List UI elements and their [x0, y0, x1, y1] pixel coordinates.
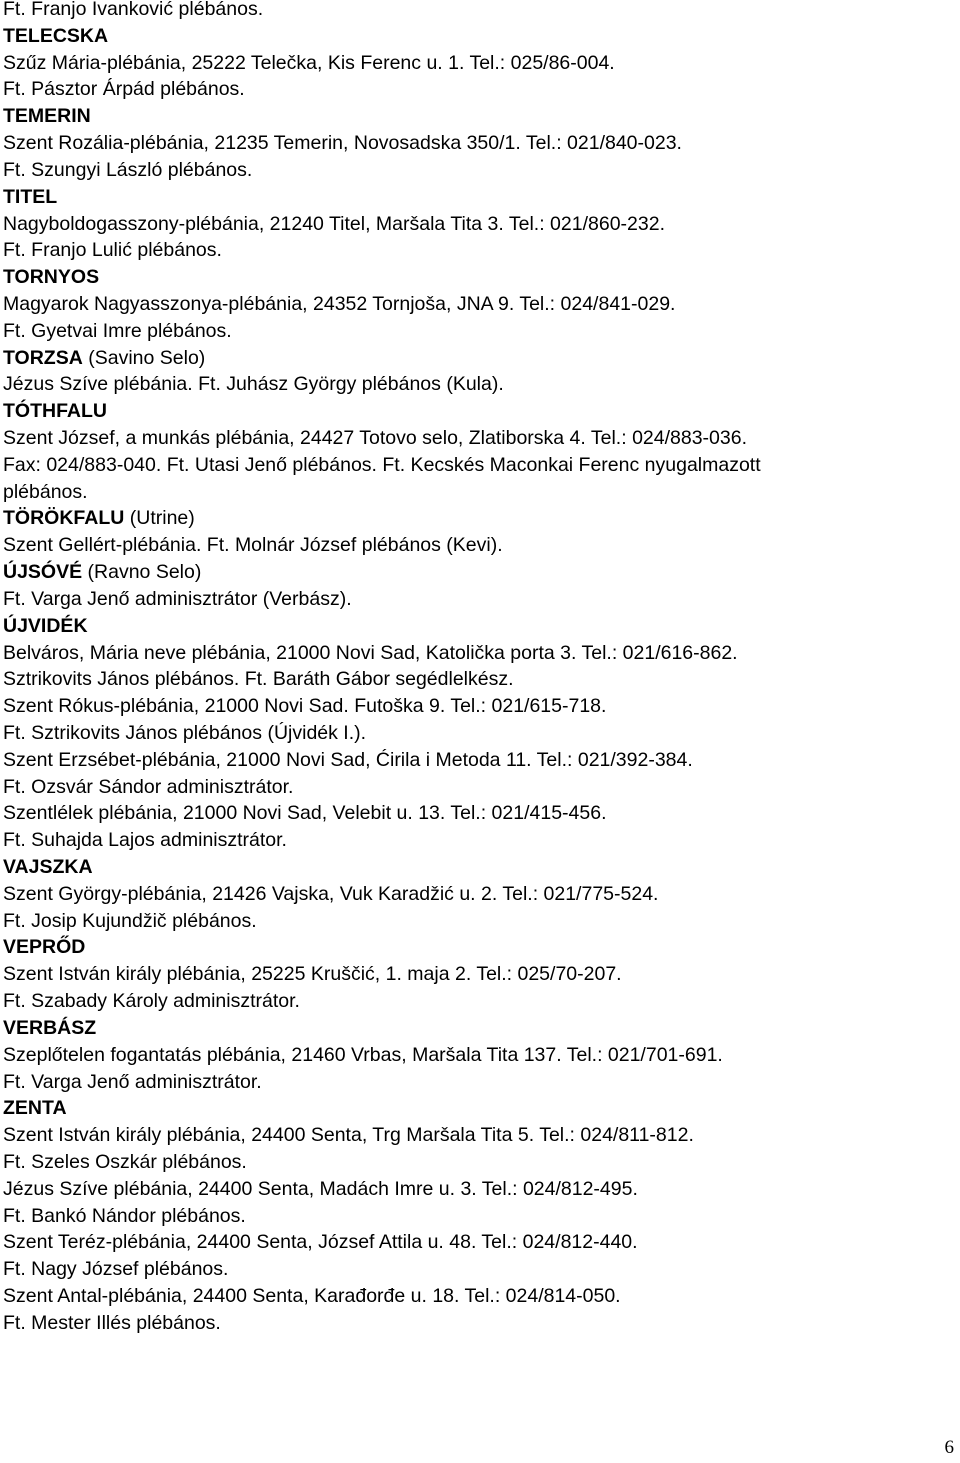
place-heading: [3, 184, 953, 211]
text-line: Ft. Josip Kujundžič plébános.: [3, 909, 257, 932]
text-line: Szeplőtelen fogantatás plébánia, 21460 Vrbas, Maršala Tita 137. Tel.: 021/701-691.: [3, 1043, 723, 1066]
place-heading: [3, 1015, 953, 1042]
place-name: VERBÁSZ: [3, 1016, 97, 1039]
text-line: Szent József, a munkás plébánia, 24427 Totovo selo, Zlatiborska 4. Tel.: 024/883-036.: [3, 427, 747, 449]
text-line: Ft. Szabady Károly adminisztrátor.: [3, 990, 300, 1013]
text-line: Szent Gellért-plébánia. Ft. Molnár József plébános (Kevi).: [3, 534, 503, 557]
place-name: VAJSZKA: [3, 856, 93, 878]
text-line: Szent Antal-plébánia, 24400 Senta, Karađorđe u. 18. Tel.: 024/814-050.: [3, 1285, 621, 1307]
text-line: Ft. Szeles Oszkár plébános.: [3, 1150, 247, 1173]
place-name: TORZSA: [3, 346, 83, 369]
text-line: Ft. Varga Jenő adminisztrátor (Verbász).: [3, 587, 352, 610]
page-number: 6: [944, 1437, 954, 1458]
text-line: plébános.: [3, 480, 88, 503]
text-line: Ft. Gyetvai Imre plébános.: [3, 319, 232, 342]
text-line: Szent Erzsébet-plébánia, 21000 Novi Sad, Ćirila i Metoda 11. Tel.: 021/392-384.: [3, 748, 693, 771]
text-line: Jézus Szíve plébánia, 24400 Senta, Madách Imre u. 3. Tel.: 024/812-495.: [3, 1177, 638, 1200]
text-line: Szent István király plébánia, 24400 Senta, Trg Maršala Tita 5. Tel.: 024/811-812.: [3, 1124, 694, 1147]
text-line: Belváros, Mária neve plébánia, 21000 Novi Sad, Katolička porta 3. Tel.: 021/616-862.: [3, 641, 738, 664]
text-line: Magyarok Nagyasszonya-plébánia, 24352 Tornjoša, JNA 9. Tel.: 024/841-029.: [3, 292, 676, 315]
text-line: Fax: 024/883-040. Ft. Utasi Jenő plébános. Ft. Kecskés Maconkai Ferenc nyugalmazott: [3, 453, 761, 476]
text-line: Ft. Sztrikovits János plébános (Újvidék I.).: [3, 721, 367, 744]
text-line: Ft. Suhajda Lajos adminisztrátor.: [3, 829, 287, 852]
text-line: Sztrikovits János plébános. Ft. Baráth Gábor segédlelkész.: [3, 668, 514, 691]
text-line: Szent György-plébánia, 21426 Vajska, Vuk Karadžić u. 2. Tel.: 021/775-524.: [3, 882, 659, 905]
place-heading: [3, 559, 953, 586]
place-heading: [3, 103, 953, 130]
place-name: TELECSKA: [3, 24, 109, 47]
place-name: ÚJSÓVÉ: [3, 561, 83, 584]
text-line: Jézus Szíve plébánia. Ft. Juhász György plébános (Kula).: [3, 373, 504, 396]
document-body: [3, 0, 953, 1337]
place-heading: [3, 264, 953, 291]
place-name: VEPRŐD: [3, 936, 86, 959]
text-line: Szent Rozália-plébánia, 21235 Temerin, Novosadska 350/1. Tel.: 021/840-023.: [3, 132, 682, 155]
text-line: Szent Rókus-plébánia, 21000 Novi Sad. Futoška 9. Tel.: 021/615-718.: [3, 695, 607, 718]
place-heading: [3, 505, 953, 532]
place-heading: [3, 613, 953, 640]
text-line: Szent István király plébánia, 25225 Kruščić, 1. maja 2. Tel.: 025/70-207.: [3, 963, 622, 986]
place-name: TEMERIN: [3, 105, 91, 128]
text-line: Szent Teréz-plébánia, 24400 Senta, József Attila u. 48. Tel.: 024/812-440.: [3, 1231, 638, 1254]
text-line: Nagyboldogasszony-plébánia, 21240 Titel, Maršala Tita 3. Tel.: 021/860-232.: [3, 212, 665, 235]
place-name: ZENTA: [3, 1097, 67, 1120]
place-alt-name: (Ravno Selo): [82, 561, 202, 584]
text-line: Ft. Mester Illés plébános.: [3, 1311, 221, 1334]
place-name: ÚJVIDÉK: [3, 614, 88, 637]
text-line: Szentlélek plébánia, 21000 Novi Sad, Velebit u. 13. Tel.: 021/415-456.: [3, 802, 607, 825]
text-line: Ft. Bankó Nándor plébános.: [3, 1204, 246, 1227]
place-heading: [3, 1095, 953, 1122]
place-heading: [3, 934, 953, 961]
text-line: Ft. Franjo Ivanković plébános.: [3, 0, 264, 20]
text-line: Ft. Franjo Lulić plébános.: [3, 239, 222, 262]
place-heading: [3, 23, 953, 50]
place-alt-name: (Savino Selo): [82, 346, 206, 369]
text-line: Ft. Nagy József plébános.: [3, 1258, 229, 1281]
text-line: Ft. Szungyi László plébános.: [3, 158, 253, 181]
text-line: Szűz Mária-plébánia, 25222 Telečka, Kis Ferenc u. 1. Tel.: 025/86-004.: [3, 51, 615, 74]
text-line: Ft. Pásztor Árpád plébános.: [3, 78, 245, 101]
text-line: Ft. Varga Jenő adminisztrátor.: [3, 1070, 262, 1093]
place-name: TÓTHFALU: [3, 400, 107, 423]
place-name: TITEL: [3, 185, 58, 208]
place-heading: [3, 854, 953, 881]
place-heading: [3, 345, 953, 372]
place-name: TORNYOS: [3, 266, 100, 289]
place-heading: [3, 398, 953, 425]
place-alt-name: (Utrine): [124, 507, 195, 530]
text-line: Ft. Ozsvár Sándor adminisztrátor.: [3, 775, 294, 798]
place-name: TÖRÖKFALU: [3, 507, 125, 530]
